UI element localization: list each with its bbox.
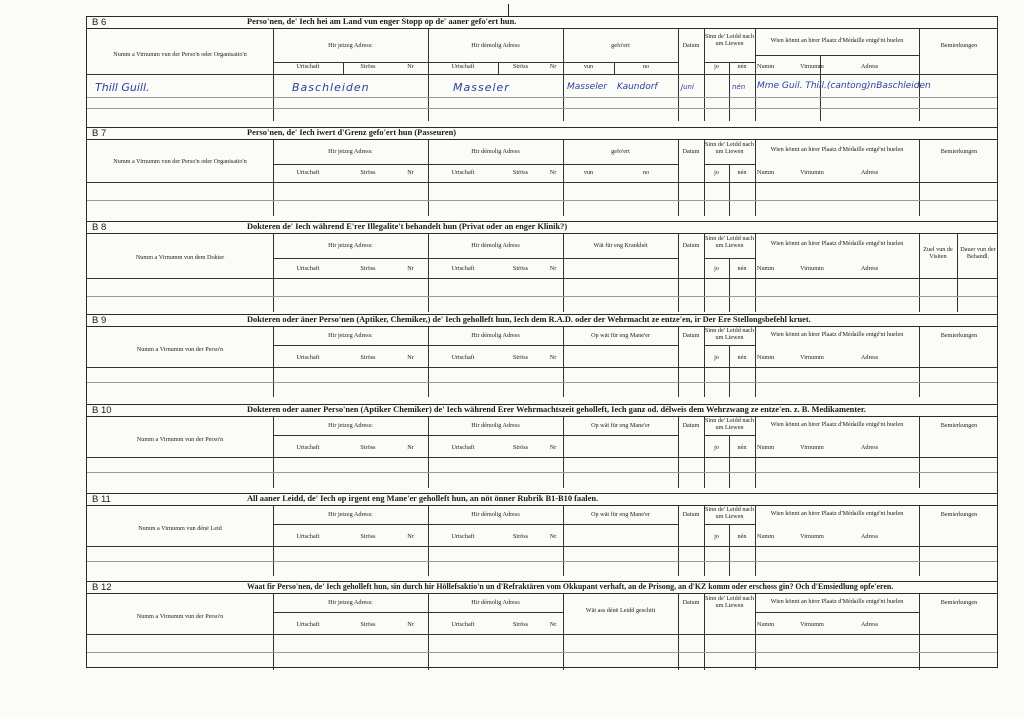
refractory-helpers-form — [86, 16, 998, 668]
no-header: nén — [737, 265, 747, 272]
medal-header: Wien könnt an hirer Plaatz d'Médaille entgé'nt huelen — [770, 331, 904, 338]
medal-address-header: Adress — [860, 169, 879, 176]
date-header: Datum — [682, 148, 700, 155]
date-header: Datum — [682, 422, 700, 429]
nr-header: Nr — [549, 63, 557, 70]
entry-name: Thill Guill. — [95, 81, 150, 94]
section-code: B 9 — [92, 315, 107, 326]
medal-firstname-header: Virnumm — [800, 621, 824, 628]
former-address-header: Hir démolig Adress — [471, 422, 520, 429]
section-code: B 11 — [92, 494, 111, 505]
name-header: Numm a Virnumm vun dem Dokter — [135, 254, 225, 261]
former-address-header: Hir démolig Adress — [471, 511, 520, 518]
former-address-header: Hir démolig Adress — [471, 599, 520, 606]
section-code: B 12 — [92, 582, 112, 593]
nr-header: Nr — [407, 63, 414, 70]
date-header: Datum — [682, 599, 700, 606]
locality-header: Urtschaft — [451, 533, 475, 540]
locality-header: Urtschaft — [296, 354, 320, 361]
page-top-mark — [508, 4, 509, 16]
section-header — [87, 315, 997, 327]
current-address-header: Hir jetzeg Adress: — [328, 42, 373, 49]
locality-header: Urtschaft — [451, 265, 475, 272]
entry-to: Kaundorf — [617, 82, 658, 92]
medal-name-header: Numm — [757, 354, 775, 361]
nr-header: Nr — [549, 533, 557, 540]
medal-header: Wien könnt an hirer Plaatz d'Médaille entgé'nt huelen — [770, 37, 904, 44]
remarks-header: Bemierkungen — [940, 422, 978, 429]
street-header: Ströss — [512, 533, 529, 540]
section-title: Dokteren oder äner Perso'nen (Aptiker, Chemiker,) de' Iech geholleft hun, Iech dem R.A.D. oder der Wehrmacht ze entze'en, ir Der Ere Stellongsbefehl kruet. — [247, 315, 811, 324]
from-header: vun — [583, 169, 594, 176]
medal-firstname-header: Virnumm — [800, 63, 824, 70]
yes-header: jo — [714, 354, 719, 361]
nr-header: Nr — [549, 354, 557, 361]
street-header: Ströss — [360, 621, 376, 628]
section-title: Waat fir Perso'nen, de' Iech geholleft hun, sin durch hir Höllefsaktio'n un d'Refraktären vom Okkupant verhaft, an de Prisong, an d'KZ komm oder erschoss gin? Och d'Emsiedlung opfe'eren. — [247, 582, 894, 591]
street-header: Ströss — [512, 444, 529, 451]
section-code: B 6 — [92, 17, 107, 28]
entry-alive: nén — [732, 83, 746, 91]
date-header: Datum — [682, 42, 700, 49]
medal-header: Wien könnt an hirer Plaatz d'Médaille entgé'nt huelen — [770, 146, 904, 153]
section-title: Perso'nen, de' Iech iwert d'Grenz gefo'ert hun (Passeuren) — [247, 128, 457, 137]
medal-address-header: Adress — [860, 63, 879, 70]
entry-current-locality: Baschleiden — [292, 81, 370, 94]
medal-firstname-header: Virnumm — [800, 265, 824, 272]
remarks-header: Bemierkungen — [940, 511, 978, 518]
street-header: Ströss — [360, 169, 376, 176]
section-header — [87, 222, 997, 234]
medal-header: Wien könnt an hirer Plaatz d'Médaille entgé'nt huelen — [770, 240, 904, 247]
name-header: Numm a Virnumm vun der Perso'n oder Organisatio'n — [113, 51, 247, 58]
name-header: Numm a Virnumm vun dénë Leid — [138, 525, 222, 532]
medal-address-header: Adress — [860, 533, 879, 540]
from-header: vun — [583, 63, 594, 70]
entry-former-locality: Masseler — [453, 81, 510, 94]
entry-date: Juni — [681, 83, 694, 91]
remarks-header: Bemierkungen — [940, 599, 978, 606]
section-b7 — [87, 127, 997, 215]
section-code: B 10 — [92, 405, 112, 416]
visits-header: Zuel vun de Visiten — [923, 246, 953, 261]
section-header — [87, 17, 997, 29]
entry-from: Masseler — [567, 82, 607, 92]
section-b9 — [87, 314, 997, 396]
nr-header: Nr — [407, 169, 414, 176]
medal-name-header: Numm — [757, 533, 775, 540]
nr-header: Nr — [549, 621, 557, 628]
medal-firstname-header: Virnumm — [800, 169, 824, 176]
name-header: Numm a Virnumm vun der Perso'n — [136, 436, 224, 443]
medal-address-header: Adress — [860, 621, 879, 628]
former-address-header: Hir démolig Adress — [471, 242, 520, 249]
medal-address-header: Adress — [860, 354, 879, 361]
street-header: Ströss — [360, 444, 376, 451]
section-b8 — [87, 221, 997, 311]
medal-name-header: Numm — [757, 63, 775, 70]
treatment-duration-header: Dauer vun der Behandl. — [960, 246, 996, 261]
current-address-header: Hir jetzeg Adress: — [328, 242, 373, 249]
current-address-header: Hir jetzeg Adress: — [328, 422, 373, 429]
alive-header: Sinn de' Leidd nach um Liewen — [704, 33, 755, 48]
medal-address-header: Adress — [860, 265, 879, 272]
alive-header: Sinn de' Leidd nach um Liewen — [704, 595, 755, 610]
alive-header: Sinn de' Leidd nach um Liewen — [704, 235, 755, 250]
yes-header: jo — [714, 63, 719, 70]
led-header: gefo'ert — [611, 148, 630, 155]
nr-header: Nr — [407, 265, 414, 272]
nr-header: Nr — [549, 444, 557, 451]
alive-header: Sinn de' Leidd nach um Liewen — [704, 141, 755, 156]
street-header: Ströss — [512, 621, 529, 628]
entry-medal: Mme Guil. Thill.(cantong)nBaschleiden — [757, 81, 931, 91]
to-header: no — [642, 169, 650, 176]
medal-firstname-header: Virnumm — [800, 444, 824, 451]
to-header: no — [642, 63, 650, 70]
medal-header: Wien könnt an hirer Plaatz d'Médaille entgé'nt huelen — [770, 510, 904, 517]
street-header: Ströss — [360, 265, 376, 272]
section-code: B 8 — [92, 222, 107, 233]
name-header: Numm a Virnumm vun der Perso'n oder Organisatio'n — [113, 158, 247, 165]
former-address-header: Hir démolig Adress — [471, 42, 520, 49]
medal-header: Wien könnt an hirer Plaatz d'Médaille entgé'nt huelen — [770, 421, 904, 428]
section-header — [87, 582, 997, 594]
current-address-header: Hir jetzeg Adress: — [328, 599, 373, 606]
nr-header: Nr — [407, 354, 414, 361]
medal-firstname-header: Virnumm — [800, 533, 824, 540]
medal-name-header: Numm — [757, 621, 775, 628]
no-header: nén — [737, 354, 747, 361]
remarks-header: Bemierkungen — [940, 332, 978, 339]
section-b12 — [87, 581, 997, 669]
section-header — [87, 405, 997, 417]
locality-header: Urtschaft — [451, 63, 475, 70]
manner-header: Op wät für eng Mane'er — [591, 422, 650, 429]
medal-header: Wien könnt an hirer Plaatz d'Médaille entgé'nt huelen — [770, 598, 904, 605]
street-header: Ströss — [512, 354, 529, 361]
medal-name-header: Numm — [757, 169, 775, 176]
nr-header: Nr — [407, 621, 414, 628]
manner-header: Op wät für eng Mane'er — [591, 511, 650, 518]
section-b10 — [87, 404, 997, 487]
nr-header: Nr — [549, 169, 557, 176]
no-header: nén — [737, 63, 747, 70]
current-address-header: Hir jetzeg Adress: — [328, 511, 373, 518]
former-address-header: Hir démolig Adress — [471, 148, 520, 155]
alive-header: Sinn de' Leidd nach um Liewen — [704, 327, 755, 342]
date-header: Datum — [682, 511, 700, 518]
alive-header: Sinn de' Leidd nach um Liewen — [704, 417, 755, 432]
yes-header: jo — [714, 265, 719, 272]
remarks-header: Bemierkungen — [940, 42, 978, 49]
street-header: Ströss — [512, 265, 529, 272]
no-header: nén — [737, 533, 747, 540]
medal-name-header: Numm — [757, 444, 775, 451]
locality-header: Urtschaft — [451, 169, 475, 176]
yes-header: jo — [714, 444, 719, 451]
former-address-header: Hir démolig Adress — [471, 332, 520, 339]
date-header: Datum — [682, 242, 700, 249]
medal-address-header: Adress — [860, 444, 879, 451]
illness-header: Wät für eng Krankhét — [593, 242, 648, 249]
section-title: Dokteren oder aaner Perso'nen (Aptiker Chemiker) de' Iech während Erer Wehrmachtszeit geholleft, Iech ganz od. délweis dem Wehrzwang ze entze'en. z. B. Medikamenter. — [247, 405, 866, 414]
no-header: nén — [737, 169, 747, 176]
medal-name-header: Numm — [757, 265, 775, 272]
nr-header: Nr — [549, 265, 557, 272]
street-header: Ströss — [512, 63, 529, 70]
section-b11 — [87, 493, 997, 575]
name-header: Numm a Virnumm vun der Perso'n — [136, 346, 224, 353]
yes-header: jo — [714, 169, 719, 176]
locality-header: Urtschaft — [296, 169, 320, 176]
nr-header: Nr — [407, 444, 414, 451]
locality-header: Urtschaft — [451, 444, 475, 451]
street-header: Ströss — [512, 169, 529, 176]
section-title: All aaner Leidd, de' Iech op irgent eng Mane'er geholleft hun, an nöt önner Rubrik B1-B10 faalen. — [247, 494, 599, 503]
locality-header: Urtschaft — [296, 533, 320, 540]
section-b6 — [87, 17, 997, 121]
led-header: gefo'ert — [611, 42, 630, 49]
medal-firstname-header: Virnumm — [800, 354, 824, 361]
yes-header: jo — [714, 533, 719, 540]
section-header — [87, 494, 997, 506]
section-title: Dokteren de' Iech während E'rer Illegalite't behandelt hun (Privat oder an enger Klinik?) — [247, 222, 568, 231]
section-code: B 7 — [92, 128, 107, 139]
locality-header: Urtschaft — [296, 265, 320, 272]
alive-header: Sinn de' Leidd nach um Liewen — [704, 506, 755, 521]
locality-header: Urtschaft — [296, 63, 320, 70]
street-header: Ströss — [360, 533, 376, 540]
locality-header: Urtschaft — [296, 621, 320, 628]
locality-header: Urtschaft — [451, 621, 475, 628]
date-header: Datum — [682, 332, 700, 339]
locality-header: Urtschaft — [296, 444, 320, 451]
section-header — [87, 128, 997, 140]
name-header: Numm a Virnumm vun der Perso'n — [136, 613, 224, 620]
no-header: nén — [737, 444, 747, 451]
street-header: Ströss — [360, 63, 376, 70]
locality-header: Urtschaft — [451, 354, 475, 361]
remarks-header: Bemierkungen — [940, 148, 978, 155]
current-address-header: Hir jetzeg Adress: — [328, 148, 373, 155]
nr-header: Nr — [407, 533, 414, 540]
what-done-header: Wät ass dénë Leidd geschitt — [585, 607, 656, 614]
manner-header: Op wät für eng Mane'er — [591, 332, 650, 339]
section-title: Perso'nen, de' Iech hei am Land vun enger Stopp op de' aaner gefo'ert hun. — [247, 17, 517, 26]
street-header: Ströss — [360, 354, 376, 361]
current-address-header: Hir jetzeg Adress: — [328, 332, 373, 339]
